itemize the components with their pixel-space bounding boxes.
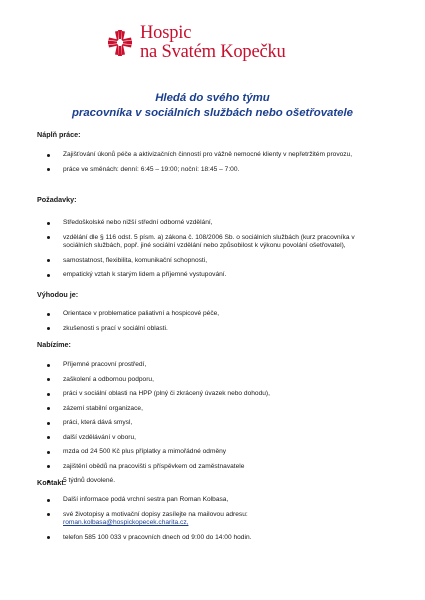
list-item: 5 týdnů dovolené. <box>47 477 382 486</box>
headline-line1: Hledá do svého týmu <box>155 92 270 104</box>
section-title-kontakt: Kontakt: <box>37 478 67 487</box>
list-item: empatický vztah k starým lidem a příjemné vystupování. <box>47 271 382 280</box>
bullet-icon <box>47 259 50 262</box>
bullet-icon <box>47 154 50 157</box>
hospic-logo <box>108 24 286 62</box>
bullet-icon <box>47 422 50 425</box>
job-headline <box>0 91 425 121</box>
list-item: telefon 585 100 033 v pracovních dnech od 9:00 do 14:00 hodin. <box>47 534 382 543</box>
bullet-icon <box>47 327 50 330</box>
list-item: mzda od 24 500 Kč plus příplatky a mimořádné odměny <box>47 448 382 457</box>
bullet-icon <box>47 407 50 410</box>
list-item: zaškolení a odbornou podporu, <box>47 376 382 385</box>
logo-title-line2: na Svatém Kopečku <box>140 42 286 62</box>
bullet-icon <box>47 236 50 239</box>
section-title-napln: Náplň práce: <box>37 130 81 139</box>
bullet-icon <box>47 436 50 439</box>
bullet-icon <box>47 465 50 468</box>
list-item: Středoškolské nebo nižší střední odborné vzdělání, <box>47 219 382 228</box>
list-item: Příjemné pracovní prostředí, <box>47 361 382 370</box>
list-item: samostatnost, flexibilita, komunikační schopnosti, <box>47 257 382 266</box>
list-item: práce ve směnách: denní: 6:45 – 19:00; noční: 18:45 – 7:00. <box>47 166 382 175</box>
list-vyhodou <box>47 310 382 339</box>
list-item: své životopisy a motivační dopisy zasílejte na mailovou adresu: <box>47 511 382 520</box>
list-kontakt <box>47 496 382 548</box>
list-item: práci v sociální oblasti na HPP (plný či zkrácený úvazek nebo dohodu), <box>47 390 382 399</box>
bullet-icon <box>47 393 50 396</box>
bullet-icon <box>47 364 50 367</box>
contact-email-link[interactable]: roman.kolbasa@hospickopecek.charita.cz, <box>63 519 189 526</box>
list-item: zázemí stabilní organizace, <box>47 405 382 414</box>
list-item: zajištění obědů na pracovišti s příspěvkem od zaměstnavatele <box>47 463 382 472</box>
section-title-pozadavky: Požadavky: <box>37 195 77 204</box>
section-title-nabizime: Nabízíme: <box>37 340 71 349</box>
bullet-icon <box>47 378 50 381</box>
list-nabizime <box>47 361 382 492</box>
contact-email-item <box>47 519 382 528</box>
caritas-cross-icon <box>108 30 132 56</box>
list-item: další vzdělávání v oboru, <box>47 434 382 443</box>
bullet-icon <box>47 168 50 171</box>
list-item: vzdělání dle § 116 odst. 5 písm. a) zákona č. 108/2006 Sb. o sociálních službách (kurz pracovníka v sociálních službách, popř. jiné sociální vzdělání nebo způsobilost k výkonu povolání ošetřovatel), <box>47 234 382 251</box>
bullet-icon <box>47 313 50 316</box>
bullet-icon <box>47 536 50 539</box>
list-item: Zajišťování úkonů péče a aktivizačních činností pro vážně nemocné klienty v nepřetržitém provozu, <box>47 151 382 160</box>
list-item: Orientace v problematice paliativní a hospicové péče, <box>47 310 382 319</box>
headline-line2: pracovníka v sociálních službách nebo ošetřovatele <box>71 107 354 119</box>
list-item: zkušenosti s prací v sociální oblasti. <box>47 325 382 334</box>
bullet-icon <box>47 499 50 502</box>
bullet-icon <box>47 451 50 454</box>
bullet-icon <box>47 513 50 516</box>
logo-title-line1: Hospic <box>140 23 192 43</box>
section-title-vyhodou: Výhodou je: <box>37 290 79 299</box>
list-item: práci, která dává smysl, <box>47 419 382 428</box>
bullet-icon <box>47 274 50 277</box>
bullet-icon <box>47 222 50 225</box>
list-pozadavky <box>47 219 382 286</box>
list-napln <box>47 151 382 180</box>
list-item: Další informace podá vrchní sestra pan Roman Kolbasa, <box>47 496 382 505</box>
